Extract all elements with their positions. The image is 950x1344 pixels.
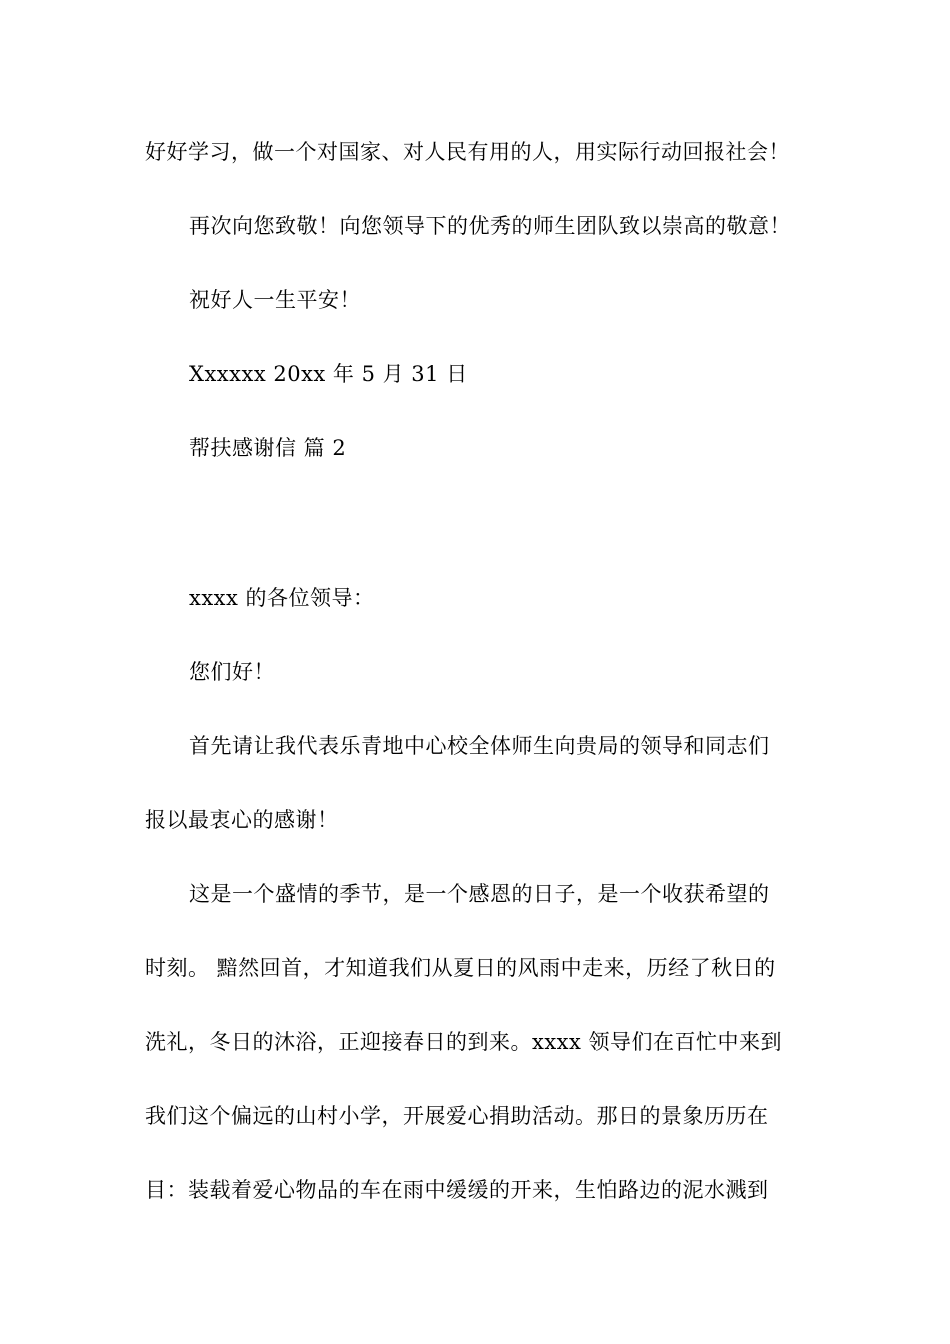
- signature-date-line: Xxxxxx 20xx 年 5 月 31 日: [189, 362, 468, 386]
- paragraph-line: 祝好人一生平安！: [189, 288, 361, 312]
- greeting-line: 您们好！: [189, 660, 275, 684]
- paragraph-line: 报以最衷心的感谢！: [145, 808, 339, 832]
- paragraph-line: 我们这个偏远的山村小学，开展爱心捐助活动。那日的景象历历在: [145, 1104, 769, 1128]
- paragraph-line: 目：装载着爱心物品的车在雨中缓缓的开来，生怕路边的泥水溅到: [145, 1178, 769, 1202]
- paragraph-line: 时刻。 黯然回首，才知道我们从夏日的风雨中走来，历经了秋日的: [145, 956, 776, 980]
- salutation-line: xxxx 的各位领导：: [189, 586, 375, 610]
- paragraph-line: 洗礼，冬日的沐浴，正迎接春日的到来。xxxx 领导们在百忙中来到: [145, 1030, 783, 1054]
- paragraph-line: 好好学习，做一个对国家、对人民有用的人，用实际行动回报社会！: [145, 140, 790, 164]
- section-heading: 帮扶感谢信 篇 2: [189, 436, 347, 460]
- paragraph-line: 首先请让我代表乐青地中心校全体师生向贵局的领导和同志们: [189, 734, 770, 758]
- paragraph-line: 这是一个盛情的季节，是一个感恩的日子，是一个收获希望的: [189, 882, 770, 906]
- paragraph-line: 再次向您致敬！向您领导下的优秀的师生团队致以崇高的敬意！: [189, 214, 791, 238]
